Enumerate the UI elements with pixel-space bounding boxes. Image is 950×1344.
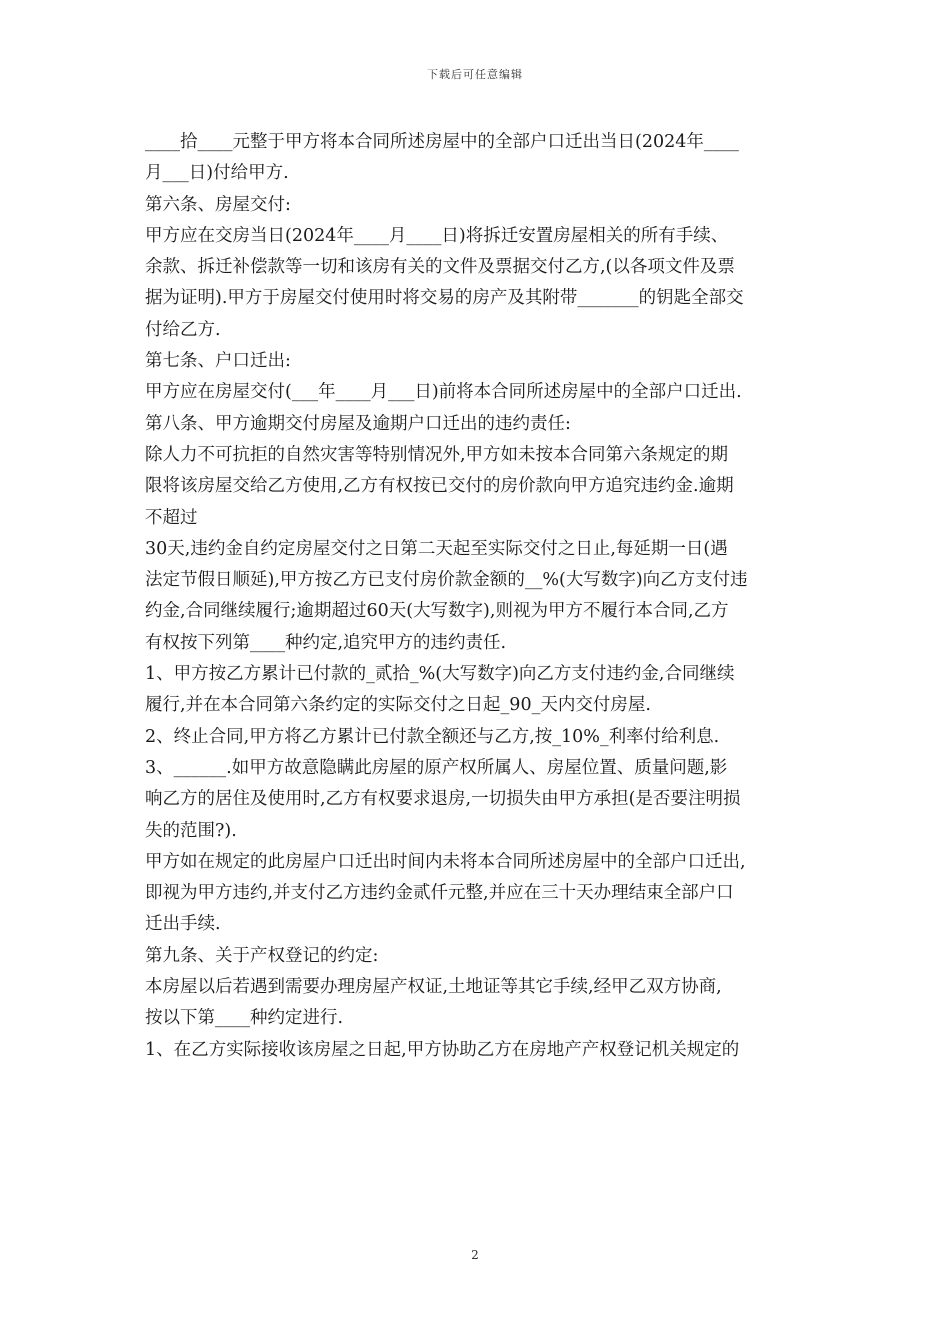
text-line: 迁出手续. (145, 914, 221, 935)
text-line: 30天,违约金自约定房屋交付之日第二天起至实际交付之日止,每延期一日(遇 (145, 538, 728, 559)
text-line: 余款、拆迁补偿款等一切和该房有关的文件及票据交付乙方,(以各项文件及票 (145, 257, 735, 278)
text-line: 限将该房屋交给乙方使用,乙方有权按已交付的房价款向甲方追究违约金.逾期 (145, 476, 734, 497)
text-line: 甲方应在交房当日(2024年____月____日)将拆迁安置房屋相关的所有手续、 (145, 225, 729, 246)
text-line: 按以下第____种约定进行. (145, 1008, 344, 1029)
text-line: 付给乙方. (145, 319, 221, 340)
text-line: 法定节假日顺延),甲方按乙方已支付房价款金额的__%(大写数字)向乙方支付违 (145, 570, 748, 591)
text-line: ____拾____元整于甲方将本合同所述房屋中的全部户口迁出当日(2024年____ (145, 132, 739, 152)
text-line: 2、终止合同,甲方将乙方累计已付款全额还与乙方,按_10%_利率付给利息. (145, 726, 720, 747)
text-line: 即视为甲方违约,并支付乙方违约金贰仟元整,并应在三十天办理结束全部户口 (145, 883, 734, 904)
section-heading: 第八条、甲方逾期交付房屋及逾期户口迁出的违约责任: (145, 413, 571, 434)
text-line: 失的范围?). (145, 820, 237, 841)
text-line: 甲方如在规定的此房屋户口迁出时间内未将本合同所述房屋中的全部户口迁出, (145, 851, 746, 872)
section-heading: 第七条、户口迁出: (145, 351, 291, 372)
text-line: 除人力不可抗拒的自然灾害等特别情况外,甲方如未按本合同第六条规定的期 (145, 444, 729, 465)
text-line: 响乙方的居住及使用时,乙方有权要求退房,一切损失由甲方承担(是否要注明损 (145, 789, 741, 810)
page-number: 2 (471, 1248, 479, 1262)
text-line: 月___日)付给甲方. (145, 163, 289, 184)
text-line: 履行,并在本合同第六条约定的实际交付之日起_90_天内交付房屋. (145, 695, 651, 716)
section-heading: 第九条、关于产权登记的约定: (145, 945, 379, 966)
section-heading: 第六条、房屋交付: (145, 194, 291, 215)
page-header: 下载后可任意编辑 (427, 68, 523, 81)
text-line: 1、在乙方实际接收该房屋之日起,甲方协助乙方在房地产产权登记机关规定的 (145, 1039, 740, 1060)
text-line: 甲方应在房屋交付(___年____月___日)前将本合同所述房屋中的全部户口迁出. (145, 382, 742, 403)
text-line: 有权按下列第____种约定,追究甲方的违约责任. (145, 632, 507, 653)
text-line: 3、______.如甲方故意隐瞒此房屋的原产权所属人、房屋位置、质量问题,影 (145, 757, 728, 778)
text-line: 约金,合同继续履行;逾期超过60天(大写数字),则视为甲方不履行本合同,乙方 (145, 601, 729, 622)
text-line: 据为证明).甲方于房屋交付使用时将交易的房产及其附带_______的钥匙全部交 (145, 288, 744, 309)
text-line: 不超过 (145, 507, 198, 528)
text-line: 本房屋以后若遇到需要办理房屋产权证,土地证等其它手续,经甲乙双方协商, (145, 977, 722, 998)
text-line: 1、甲方按乙方累计已付款的_贰拾_%(大写数字)向乙方支付违约金,合同继续 (145, 664, 735, 685)
document-body (145, 127, 813, 1066)
